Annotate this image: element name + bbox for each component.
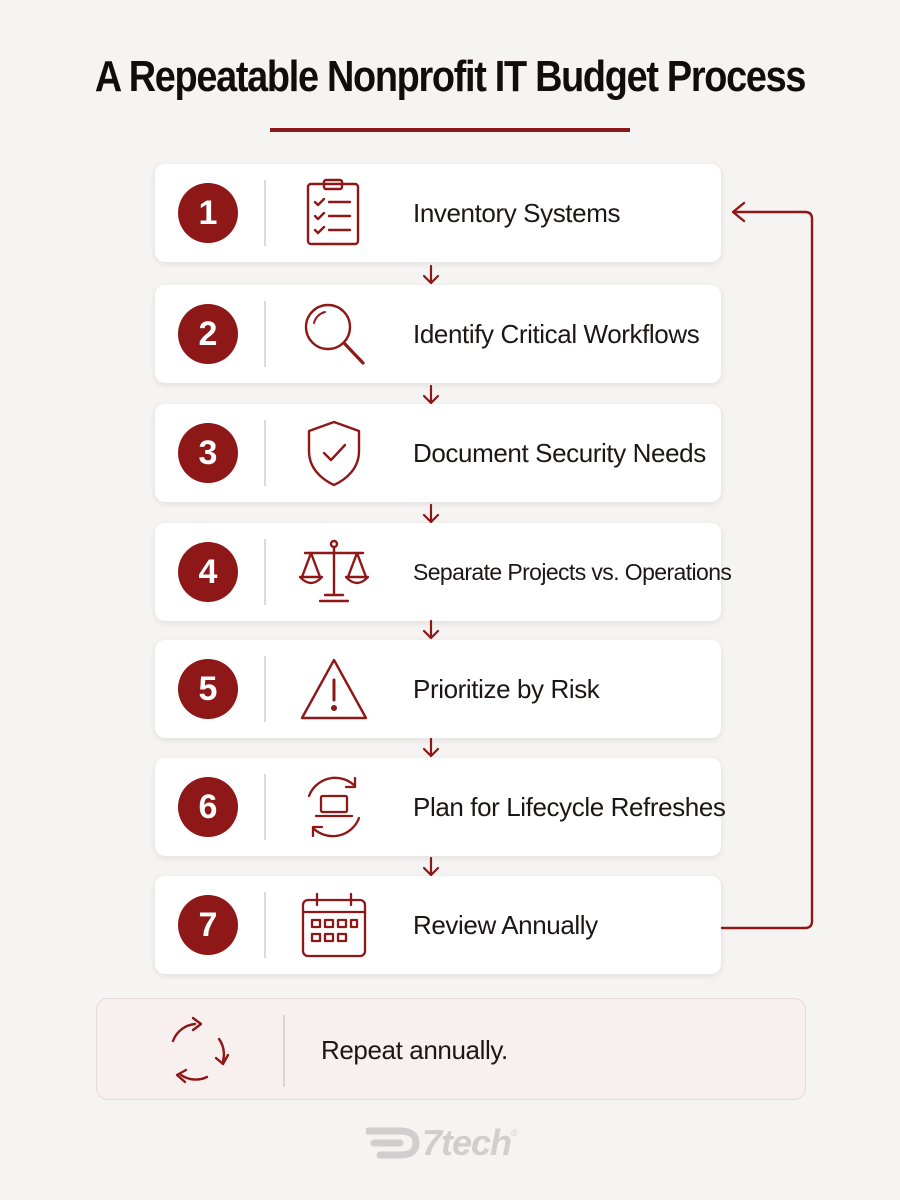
step-number: 7 (178, 895, 238, 955)
step-number: 5 (178, 659, 238, 719)
step-card-6 (155, 758, 726, 856)
title-underline (270, 128, 630, 132)
laptop-refresh-icon (297, 772, 371, 842)
cycle-arrows-icon (157, 1013, 237, 1087)
step-card-7 (155, 876, 721, 974)
calendar-icon (297, 890, 371, 960)
repeat-divider (283, 1015, 285, 1087)
step-label: Prioritize by Risk (413, 674, 600, 704)
clipboard-checklist-icon (297, 178, 371, 248)
arrow-down-icon (420, 264, 442, 286)
step-label: Document Security Needs (413, 438, 706, 468)
speed-lines-logo-icon (366, 1123, 420, 1163)
step-card-2 (155, 285, 721, 383)
step-card-4 (155, 523, 732, 621)
balance-scale-icon (297, 537, 371, 607)
magnifying-glass-icon (297, 299, 371, 369)
step-number: 1 (178, 183, 238, 243)
step-card-5 (155, 640, 721, 738)
repeat-banner (96, 998, 806, 1100)
arrow-down-icon (420, 384, 442, 406)
repeat-label: Repeat annually. (321, 1035, 508, 1065)
shield-check-icon (297, 418, 371, 488)
arrow-down-icon (420, 856, 442, 878)
page-title: A Repeatable Nonprofit IT Budget Process (94, 52, 806, 101)
registered-mark: ® (511, 1128, 518, 1138)
arrow-down-icon (420, 737, 442, 759)
step-divider (264, 301, 266, 367)
arrow-down-icon (420, 619, 442, 641)
step-divider (264, 774, 266, 840)
step-divider (264, 180, 266, 246)
step-label: Inventory Systems (413, 198, 621, 228)
step-number: 6 (178, 777, 238, 837)
step-divider (264, 656, 266, 722)
step-card-3 (155, 404, 721, 502)
step-divider (264, 892, 266, 958)
step-number: 4 (178, 542, 238, 602)
brand-name: 7tech (422, 1122, 512, 1163)
brand-logo (366, 1120, 536, 1166)
step-divider (264, 420, 266, 486)
step-label: Review Annually (413, 910, 598, 940)
step-number: 2 (178, 304, 238, 364)
step-label: Plan for Lifecycle Refreshes (413, 792, 726, 822)
warning-triangle-icon (297, 654, 371, 724)
step-label: Identify Critical Workflows (413, 319, 700, 349)
step-divider (264, 539, 266, 605)
step-number: 3 (178, 423, 238, 483)
step-card-1 (155, 164, 721, 262)
step-label: Separate Projects vs. Operations (413, 559, 732, 585)
arrow-down-icon (420, 503, 442, 525)
